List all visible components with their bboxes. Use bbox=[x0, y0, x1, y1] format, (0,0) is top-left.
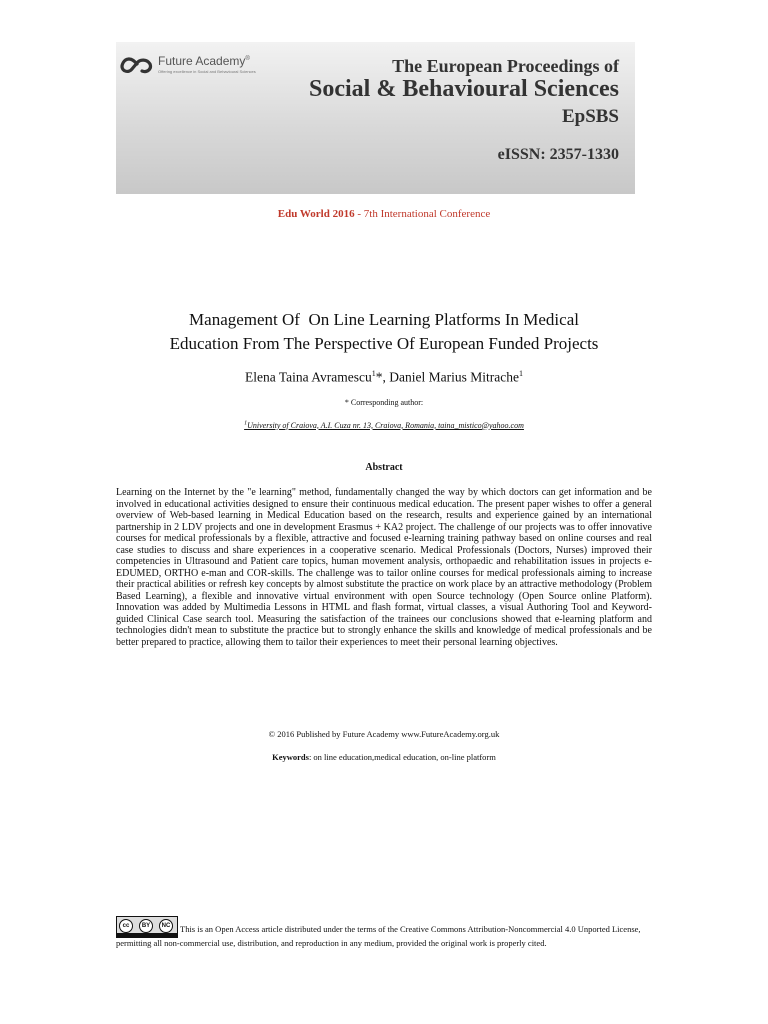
author-2-affil: 1 bbox=[518, 369, 523, 378]
keywords-text: : on line education,medical education, on-line platform bbox=[308, 752, 496, 762]
logo-tagline: Offering excellence in Social and Behavioural Sciences bbox=[158, 69, 256, 74]
author-separator: *, bbox=[375, 369, 390, 385]
conference-line bbox=[0, 208, 768, 220]
authors bbox=[0, 369, 768, 386]
by-icon: BY bbox=[139, 919, 153, 933]
author-2: Daniel Marius Mitrache bbox=[389, 369, 519, 385]
paper-title bbox=[90, 308, 678, 356]
author-1-affil: 1 bbox=[371, 369, 376, 378]
author-1: Elena Taina Avramescu bbox=[245, 369, 372, 385]
banner-line-1: The European Proceedings of bbox=[392, 56, 619, 76]
logo-registered-mark: ® bbox=[245, 56, 250, 62]
keywords-label: Keywords bbox=[272, 752, 309, 762]
banner-line-2: Social & Behavioural Sciences bbox=[309, 76, 619, 102]
journal-banner bbox=[116, 42, 635, 194]
cc-by-nc-license-icon bbox=[116, 916, 178, 938]
banner-line-3: EpSBS bbox=[561, 106, 619, 127]
affiliation bbox=[0, 420, 768, 430]
infinity-logo-icon bbox=[120, 56, 154, 76]
logo-name: Future Academy® bbox=[158, 54, 250, 68]
license-text: This is an Open Access article distributed under the terms of the Creative Commons Attribution-Noncommercial 4.0 Unported License, permitting all non-commercial use, distribution, and reproduction in any medium, provided the original work is properly cited. bbox=[116, 924, 641, 948]
affiliation-marker: 1 bbox=[244, 420, 248, 426]
banner-eissn: eISSN: 2357-1330 bbox=[497, 146, 619, 163]
future-academy-logo bbox=[120, 52, 270, 82]
keywords bbox=[0, 752, 768, 762]
abstract-heading: Abstract bbox=[365, 462, 403, 473]
corresponding-author: * Corresponding author: bbox=[344, 398, 424, 407]
conference-edition: - 7th International Conference bbox=[354, 208, 491, 220]
nc-icon: NC bbox=[159, 919, 173, 933]
affiliation-text: University of Craiova, A.I. Cuza nr. 13, Craiova, Romania, taina_mistico@yahoo.com bbox=[247, 420, 524, 430]
abstract-body: Learning on the Internet by the "e learning" method, fundamentally changed the way by which doctors can get information and be involved in educational activities designed to ensure their continuous medical education. The present paper wishes to offer a general overview of Web-based learning in Medical Education based on the research, results and experience gained by an international partnership in 2 LDV projects and one in development Erasmus + KA2 project. The challenge of our projects was to offer innovative courses for medical professionals by a flexible, attractive and focused e-learning training pathway based on online courses and real case studies to discuss and share experiences in a cooperative scenario. Medical Professionals (Doctors, Nurses) improved their competencies in Ultrasound and Patient care topics, human movement analysis, orthopaedic and rehabilitation issues in projects e-EDUMED, ORTHO e-man and COR-skills. The challenge was to tailor online courses for medical professionals aiming to increase their practical abilities or refresh key concepts by almost substitute the practice on work place by an attractive methodology (Problem Based Learning), a flexible and innovative virtual environment with open Source technology (Open Source online Platform). Innovation was added by Multimedia Lessons in HTML and flash format, virtual classes, a visual Authoring Tool and Keyword-guided Clinical Case search tool. Measuring the satisfaction of the trainees our conclusions showed that e-learning platform and technologies didn't mean to substitute the practice but to strongly enhance the skills and knowledge of medical professionals and be better prepared to practice, allowing them to tailor their experiences to meet their personal learning objectives. bbox=[116, 487, 652, 648]
paper-title-line-2: Education From The Perspective Of European Funded Projects bbox=[169, 334, 599, 353]
cc-icon: cc bbox=[119, 919, 133, 933]
copyright-notice: © 2016 Published by Future Academy www.FutureAcademy.org.uk bbox=[268, 729, 500, 739]
license-notice bbox=[116, 924, 656, 950]
conference-name: Edu World 2016 bbox=[277, 208, 355, 220]
paper-title-line-1: Management Of On Line Learning Platforms In Medical bbox=[189, 310, 579, 329]
